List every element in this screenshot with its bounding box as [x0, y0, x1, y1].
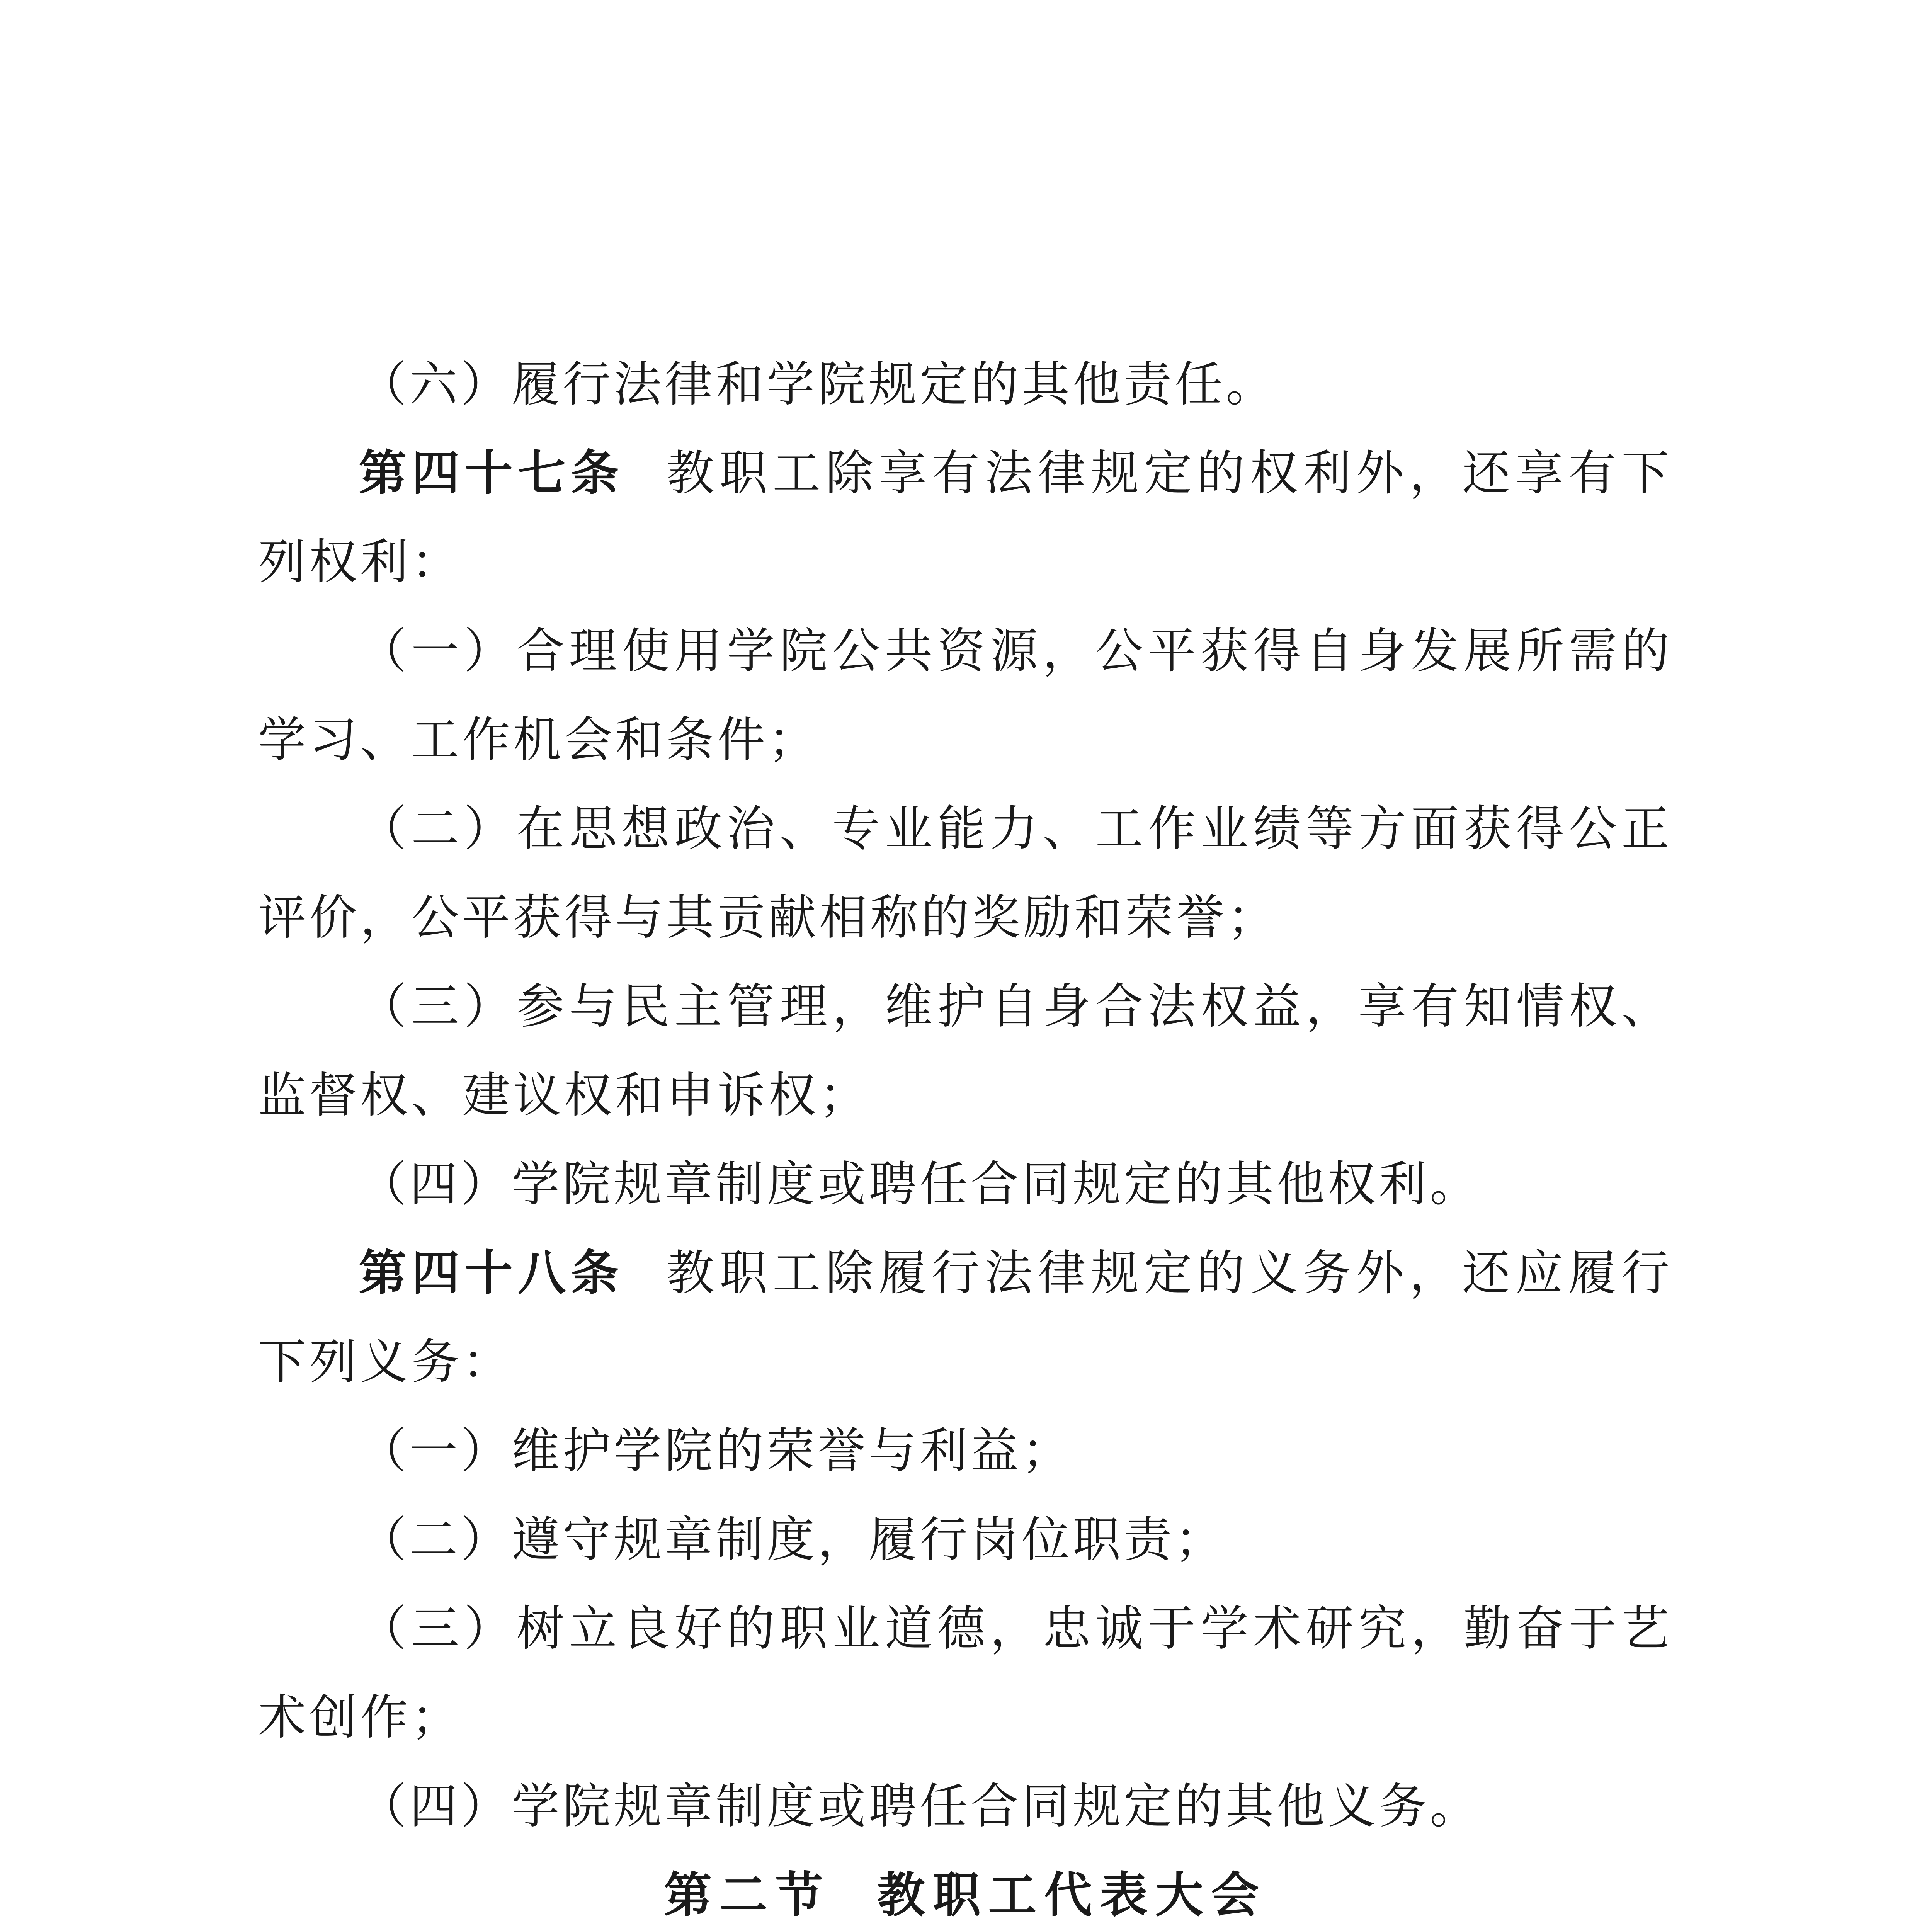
list-item: （四）学院规章制度或聘任合同规定的其他义务。 [359, 1779, 1481, 1834]
article-number: 第四十八条 [359, 1245, 624, 1301]
article-paragraph [258, 1229, 1672, 1406]
section-name: 教职工代表大会 [877, 1867, 1267, 1923]
list-item: （六）履行法律和学院规定的其他责任。 [359, 357, 1277, 412]
article-text: 教职工除享有法律规定的权利外，还享有下列权利： [258, 446, 1672, 590]
article-text: 教职工除履行法律规定的义务外，还应履行下列义务： [258, 1245, 1672, 1390]
article-number: 第四十七条 [359, 445, 624, 501]
list-item: （一）维护学院的荣誉与利益； [359, 1423, 1073, 1479]
list-item: （三）树立良好的职业道德，忠诚于学术研究，勤奋于艺术创作； [258, 1601, 1672, 1745]
article-paragraph [258, 429, 1672, 607]
list-item: （三）参与民主管理，维护自身合法权益，享有知情权、监督权、建议权和申诉权； [258, 979, 1672, 1123]
list-item: （一）合理使用学院公共资源，公平获得自身发展所需的学习、工作机会和条件； [258, 623, 1672, 768]
list-item: （四）学院规章制度或聘任合同规定的其他权利。 [359, 1156, 1481, 1212]
list-item: （二）遵守规章制度，履行岗位职责； [359, 1512, 1226, 1568]
section-number: 第二节 [663, 1867, 831, 1923]
list-item: （二）在思想政治、专业能力、工作业绩等方面获得公正评价，公平获得与其贡献相称的奖励和荣誉； [258, 801, 1672, 946]
document-body [258, 340, 1672, 1932]
section-heading [258, 1851, 1672, 1932]
